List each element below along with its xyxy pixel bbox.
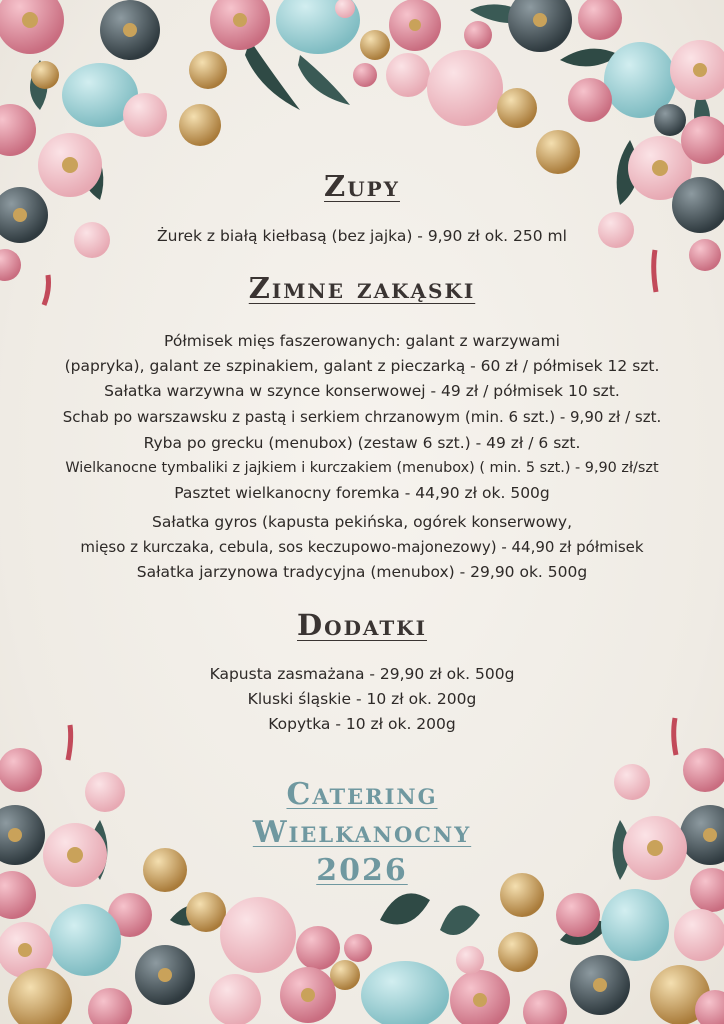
menu-item: Sałatka jarzynowa tradycyjna (menubox) - 29,90 ok. 500g (136, 563, 588, 581)
menu-item: Kluski śląskie - 10 zł ok. 200g (247, 690, 477, 708)
menu-item: Sałatka gyros (kapusta pekińska, ogórek konserwowy, (151, 513, 572, 531)
menu-item: Kopytka - 10 zł ok. 200g (268, 715, 456, 733)
section-title-dodatki: Dodatki (297, 608, 427, 642)
menu-item: Sałatka warzywna w szynce konserwowej - 49 zł / półmisek 10 szt. (104, 382, 620, 400)
menu-item: Półmisek mięs faszerowanych: galant z warzywami (164, 332, 560, 350)
menu-item: mięso z kurczaka, cebula, sos keczupowo-majonezowy) - 44,90 zł półmisek (80, 538, 644, 556)
menu-item: Ryba po grecku (menubox) (zestaw 6 szt.) - 49 zł / 6 szt. (143, 434, 581, 452)
menu-item: Schab po warszawsku z pastą i serkiem chrzanowym (min. 6 szt.) - 9,90 zł / szt. (62, 408, 662, 426)
section-title-zimne-zakaski: Zimne zakąski (248, 271, 476, 305)
menu-item: Pasztet wielkanocny foremka - 44,90 zł ok. 500g (174, 484, 550, 502)
catering-title-line2: Wielkanocny (252, 815, 472, 850)
catering-title-line1: Catering (286, 777, 438, 812)
menu-item: (papryka), galant ze szpinakiem, galant z pieczarką - 60 zł / półmisek 12 szt. (64, 357, 660, 375)
menu-item: Żurek z białą kiełbasą (bez jajka) - 9,90 zł ok. 250 ml (157, 227, 567, 245)
menu-item: Wielkanocne tymbaliki z jajkiem i kurczakiem (menubox) ( min. 5 szt.) - 9,90 zł/szt (65, 460, 659, 476)
menu-item: Kapusta zasmażana - 29,90 zł ok. 500g (209, 665, 515, 683)
catering-year: 2026 (316, 853, 408, 888)
section-title-zupy: Zupy (324, 169, 400, 203)
